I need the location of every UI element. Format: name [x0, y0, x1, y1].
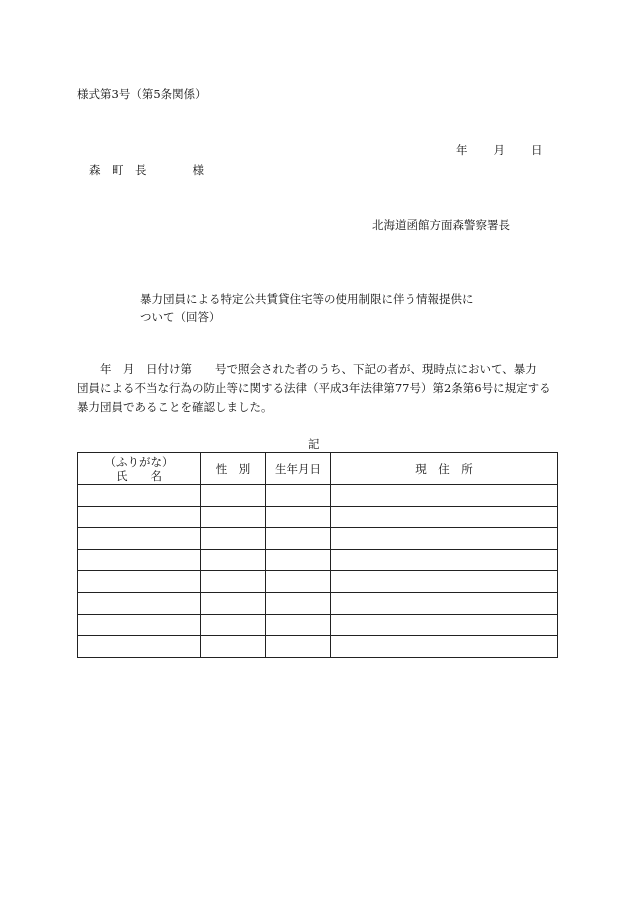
cell-address	[331, 506, 558, 528]
cell-name	[78, 614, 201, 636]
date-month: 月	[493, 143, 505, 157]
header-name	[78, 453, 201, 485]
addressee-honorific: 様	[192, 163, 204, 177]
table-row	[78, 592, 558, 614]
table-row	[78, 485, 558, 507]
table-row	[78, 614, 558, 636]
date-line	[456, 142, 543, 158]
table-row	[78, 506, 558, 528]
header-dob: 生年月日	[266, 453, 331, 485]
cell-dob	[266, 614, 331, 636]
cell-name	[78, 506, 201, 528]
header-sex: 性 別	[201, 453, 266, 485]
cell-address	[331, 592, 558, 614]
cell-dob	[266, 571, 331, 593]
date-year: 年	[456, 143, 468, 157]
cell-dob	[266, 528, 331, 550]
addressee-name: 森 町 長	[89, 163, 147, 177]
subject-line-1: 暴力団員による特定公共賃貸住宅等の使用制限に伴う情報提供に	[140, 292, 474, 306]
cell-name	[78, 636, 201, 658]
cell-address	[331, 571, 558, 593]
cell-sex	[201, 592, 266, 614]
cell-dob	[266, 485, 331, 507]
table-row	[78, 571, 558, 593]
sender: 北海道函館方面森警察署長	[372, 218, 510, 232]
cell-dob	[266, 549, 331, 571]
cell-name	[78, 571, 201, 593]
roster-table	[77, 452, 558, 658]
subject-line-2: ついて（回答）	[140, 310, 221, 324]
form-number: 様式第3号（第5条関係）	[77, 87, 207, 101]
cell-dob	[266, 636, 331, 658]
cell-sex	[201, 549, 266, 571]
cell-name	[78, 592, 201, 614]
table-header-row	[78, 453, 558, 485]
body-line-1: 年 月 日付け第 号で照会された者のうち、下記の者が、現時点において、暴力	[77, 362, 537, 376]
cell-name	[78, 549, 201, 571]
header-address: 現 住 所	[331, 453, 558, 485]
body-text	[77, 360, 557, 417]
table-row	[78, 549, 558, 571]
cell-sex	[201, 636, 266, 658]
table-row	[78, 528, 558, 550]
cell-dob	[266, 592, 331, 614]
cell-address	[331, 614, 558, 636]
cell-address	[331, 549, 558, 571]
cell-name	[78, 485, 201, 507]
addressee	[89, 162, 204, 178]
cell-address	[331, 528, 558, 550]
subject	[140, 290, 474, 326]
ki-heading: 記	[308, 437, 320, 451]
header-name-label: 氏 名	[116, 468, 162, 483]
date-day: 日	[531, 143, 543, 157]
cell-dob	[266, 506, 331, 528]
cell-address	[331, 485, 558, 507]
body-line-3: 暴力団員であることを確認しました。	[77, 400, 273, 414]
cell-sex	[201, 485, 266, 507]
cell-sex	[201, 506, 266, 528]
cell-address	[331, 636, 558, 658]
header-furigana: （ふりがな）	[104, 454, 174, 469]
cell-sex	[201, 614, 266, 636]
cell-sex	[201, 528, 266, 550]
table-row	[78, 636, 558, 658]
cell-sex	[201, 571, 266, 593]
cell-name	[78, 528, 201, 550]
body-line-2: 団員による不当な行為の防止等に関する法律（平成3年法律第77号）第2条第6号に規定する	[77, 381, 551, 395]
